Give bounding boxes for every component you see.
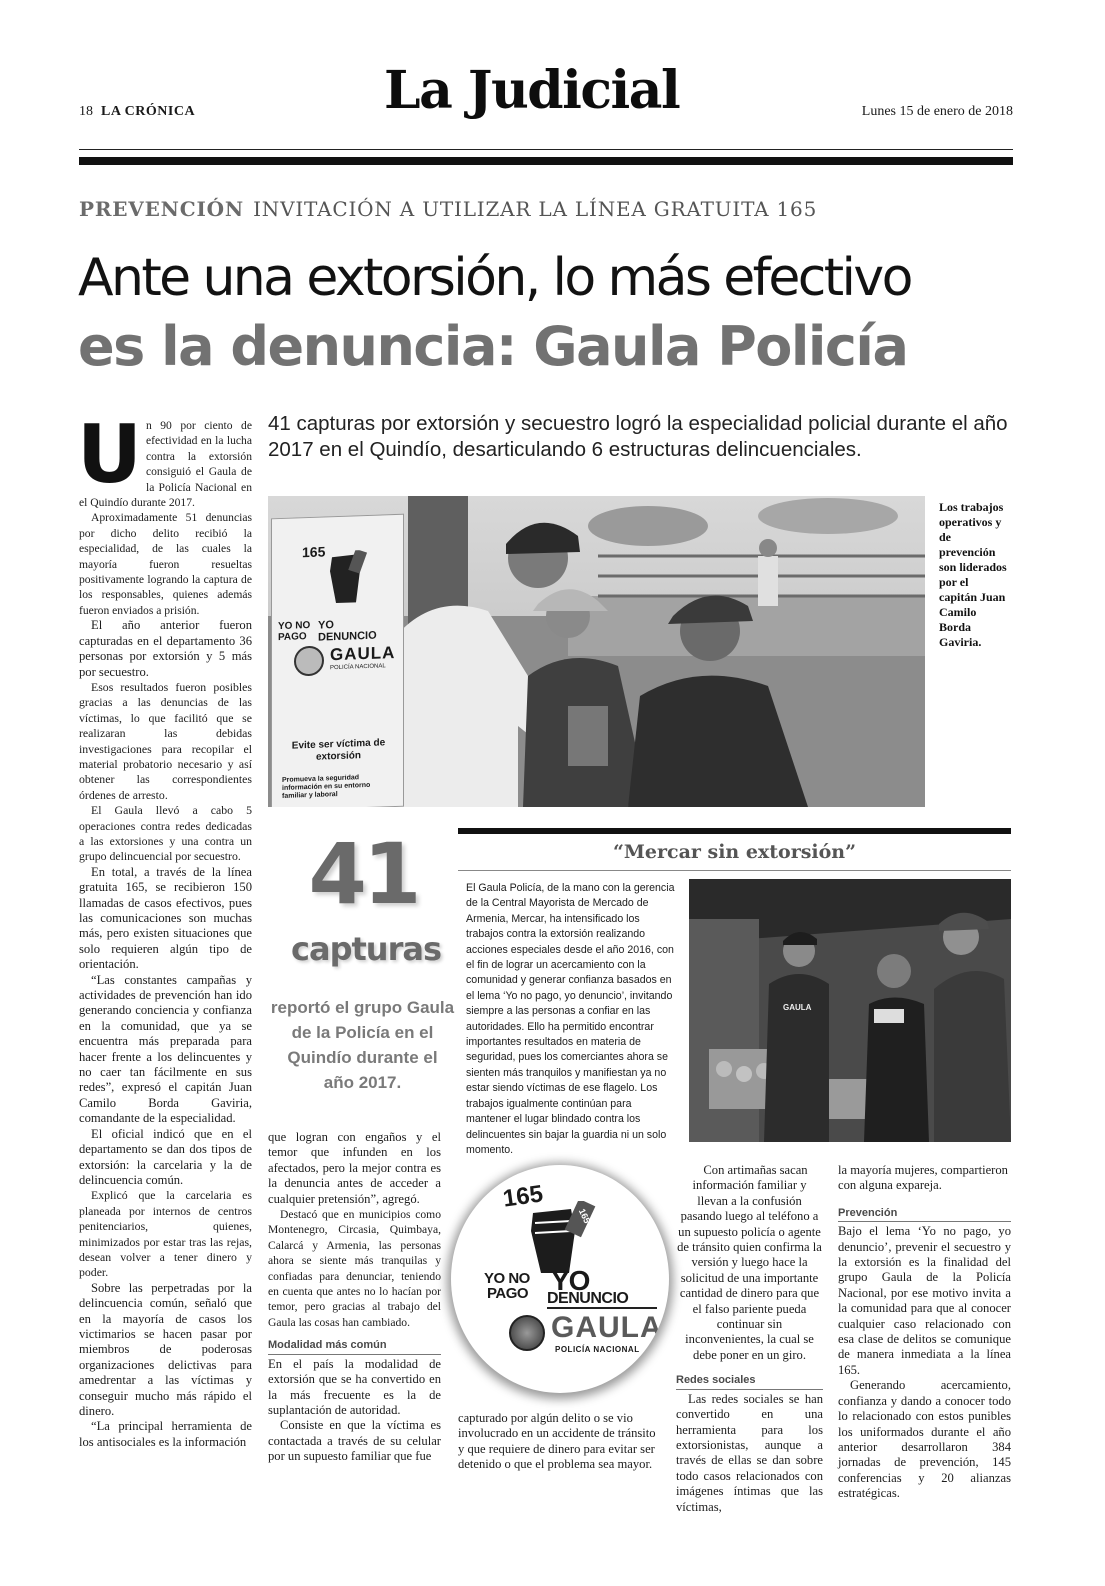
kicker-text: INVITACIÓN A UTILIZAR LA LÍNEA GRATUITA 165 bbox=[253, 197, 818, 221]
banner-gaula: GAULA bbox=[330, 642, 396, 665]
paragraph: En el país la modalidad de extorsión que se ha convertido en la más frecuente es la de suplantación de autoridad. bbox=[268, 1356, 441, 1417]
sidebar-rule bbox=[458, 828, 1011, 834]
fist-phone-icon bbox=[521, 1201, 601, 1273]
page-header bbox=[79, 60, 1013, 170]
article-column-2 bbox=[268, 1130, 441, 1465]
vest-label: GAULA bbox=[783, 1003, 812, 1012]
stat-number: 41 bbox=[308, 825, 418, 923]
sidebar-title: “Mercar sin extorsión” bbox=[612, 841, 857, 863]
publication-name: LA CRÓNICA bbox=[101, 104, 196, 119]
banner-yo-denuncio: YO DENUNCIO bbox=[318, 619, 377, 644]
paragraph: Bajo el lema ‘Yo no pago, yo denuncio’, prevenir el secuestro y la extorsión es la finalidad del grupo Gaula de la Policía Nacional, por ese motivo invita a la comunidad para que al conocer cualquier caso relacionado con esa clase de delitos se comunique de manera inmediata a la línea 165. bbox=[838, 1224, 1011, 1377]
banner-policia: POLICÍA NACIONAL bbox=[330, 663, 386, 672]
paragraph: El Gaula llevó a cabo 5 operaciones contra redes dedicadas a las extorsiones y una contra un grupo delincuencial por secuestro. bbox=[79, 803, 252, 864]
sidebar-title-rule bbox=[458, 870, 1011, 871]
banner-evite: Evite ser víctima de extorsión bbox=[291, 737, 386, 763]
fist-icon bbox=[322, 550, 368, 608]
section-title: La Judicial bbox=[384, 60, 680, 121]
kicker-label: PREVENCIÓN bbox=[79, 197, 244, 221]
paragraph: Consiste en que la víctima es contactada a través de su celular por un supuesto familiar que fue bbox=[268, 1418, 441, 1464]
banner-shield-icon bbox=[294, 645, 324, 676]
dropcap: U bbox=[77, 408, 142, 501]
paragraph: El oficial indicó que en el departamento se dan dos tipos de extorsión: la carcelaria y la de delincuencia común. bbox=[79, 1126, 252, 1187]
article-column-5 bbox=[838, 1163, 1011, 1502]
headline-line-2: es la denuncia: Gaula Policía bbox=[78, 315, 908, 378]
paragraph: “Las constantes campañas y actividades de prevención han ido generando conciencia y confianza en la comunidad, que ya se encuentra más preparada para hacer frente a los delincuentes y no caer tan fácilmente en sus redes”, expresó el capitán Juan Camilo Borda Gaviria, comandante de la especialidad. bbox=[79, 972, 252, 1126]
paragraph: En total, a través de la línea gratuita 165, se recibieron 150 llamadas de casos efectivos, pues las comunicaciones son muchas más, pero existen situaciones que solo requieren algún tipo de orientación. bbox=[79, 864, 252, 972]
paragraph: la mayoría mujeres, compartieron con alguna expareja. bbox=[838, 1163, 1008, 1193]
stat-text: reportó el grupo Gaula de la Policía en el Quindío durante el año 2017. bbox=[270, 998, 455, 1092]
paragraph: Sobre las perpetradas por la delincuencia común, señaló que en la mayoría de casos los victimarios se hacen pasar por miembros de poderosas organizaciones delictivas para amedrentar a las víctimas y conseguir mucho más rápido el dinero. bbox=[79, 1280, 252, 1418]
logo-gaula: GAULA bbox=[551, 1311, 663, 1344]
header-rule-thin bbox=[79, 149, 1013, 150]
logo-small-165: 165 bbox=[576, 1207, 593, 1225]
subhead-redes: Redes sociales bbox=[676, 1373, 823, 1389]
article-column-3: capturado por algún delito o se vio involucrado en un accidente de tránsito y que requiere de dinero para evitar ser detenido o que el problema sea mayor. bbox=[458, 1411, 656, 1472]
kicker bbox=[79, 197, 817, 221]
logo-pago: PAGO bbox=[487, 1285, 529, 1302]
paragraph: El año anterior fueron capturadas en el departamento 36 personas por extorsión y 5 más por secuestro. bbox=[79, 618, 252, 679]
logo-yo: YO bbox=[551, 1265, 590, 1296]
logo-denuncio: DENUNCIO bbox=[547, 1290, 629, 1307]
logo-policia: POLICÍA NACIONAL bbox=[555, 1345, 640, 1354]
subhead-modalidad: Modalidad más común bbox=[268, 1338, 441, 1354]
logo-divider bbox=[547, 1307, 657, 1309]
stat-unit: capturas bbox=[291, 930, 441, 968]
paragraph: Destacó que en municipios como Montenegro, Circasia, Quimbaya, Calarcá y Armenia, las personas ahora se siente más tranquilas y confiadas para denunciar, teniendo en cuenta que antes no lo hacían por temor, pero gracias al trabajo del Gaula las cosas han cambiado. bbox=[268, 1208, 441, 1329]
gaula-logo bbox=[451, 1165, 669, 1393]
article-column-4 bbox=[676, 1163, 823, 1515]
paragraph: “La principal herramienta de los antisociales es la información bbox=[79, 1419, 252, 1449]
logo-yo-no: YO NO bbox=[484, 1270, 530, 1287]
issue-date: Lunes 15 de enero de 2018 bbox=[861, 104, 1013, 119]
first-paragraph: n 90 por ciento de efectividad en la lucha contra la extorsión consiguió el Gaula de la Policía Nacional en el Quindío durante 2017. bbox=[79, 419, 252, 510]
paragraph: Generando acercamiento, confianza y dando a conocer todo lo relacionado con estos punibles los uniformados durante el año anterior desarrollaron 384 jornadas de prevención, 145 conferencias y 20 alianzas estratégicas. bbox=[838, 1378, 1011, 1501]
paragraph: Con artimañas sacan información familiar y llevan a la confusión pasando luego al teléfono a un supuesto policía o agente de tránsito quien confirma la versión y luego hace la solicitud de una importante cantidad de dinero para que el falso pariente pueda continuar sin inconvenientes, la cual se debe poner en un giro. bbox=[677, 1163, 822, 1362]
paragraph: Explicó que la carcelaria es planeada por internos de centros penitenciarios, quienes, minimizados por estar tras las rejas, desean volver a tener dinero y poder. bbox=[79, 1188, 252, 1280]
banner-promueva: Promueva la seguridad información en su entorno familiar y laboral bbox=[282, 774, 371, 800]
paragraph: Esos resultados fueron posibles gracias a las denuncias de las víctimas, lo que facilitó que se realizaran las debidas investigaciones para recopilar el material probatorio necesario y así obtener las correspondientes órdenes de arresto. bbox=[79, 679, 252, 802]
sidebar-body: El Gaula Policía, de la mano con la gerencia de la Central Mayorista de Mercado de Armenia, Mercar, ha intensificado los trabajos contra la extorsión realizando acciones especiales desde el año 2016, con el fin de lograr un acercamiento con la comunidad y generar confianza basados en el lema ‘Yo no pago, yo denuncio’, invitando siempre a las personas a confiar en las autoridades. Ello ha permitido encontrar importantes resultados en materia de seguridad, pues los comerciantes ahora se sienten más tranquilos y manifiestan ya no estar siendo víctimas de ese flagelo. Los trabajos igualmente continúan para mantener el lugar blindado contra los delincuentes sin bajar la guardia ni un solo momento. bbox=[466, 882, 675, 1156]
banner-165: 165 bbox=[302, 543, 326, 561]
main-photo-caption: Los trabajos operativos y de prevención son liderados por el capitán Juan Camilo Borda Gaviria. bbox=[939, 500, 1007, 649]
logo-165: 165 bbox=[501, 1180, 545, 1213]
logo-shield-icon bbox=[509, 1315, 545, 1351]
gaula-banner bbox=[271, 514, 404, 807]
main-photo bbox=[268, 496, 925, 807]
paragraph: Las redes sociales se han convertido en una herramienta para los extorsionistas, aunque a través de ellas se dan sobre todo casos relacionados con imágenes íntimas que las víctimas, bbox=[676, 1391, 823, 1514]
lead-paragraph: 41 capturas por extorsión y secuestro logró la especialidad policial durante el año 2017 en el Quindío, desarticulando 6 estructuras delincuenciales. bbox=[268, 412, 1008, 461]
paragraph: Aproximadamente 51 denuncias por dicho delito recibió la especialidad, de las cuales la mayoría fueron resueltas positivamente logrando la captura de los responsables, quienes además fueron enviados a prisión. bbox=[79, 511, 252, 617]
article-column-1 bbox=[77, 408, 252, 1450]
header-rule-thick bbox=[79, 157, 1013, 165]
sidebar-photo bbox=[689, 879, 1011, 1142]
headline-line-1: Ante una extorsión, lo más efectivo bbox=[78, 248, 911, 308]
page-number: 18 bbox=[79, 104, 93, 119]
banner-yo-no-pago: YO NO PAGO bbox=[278, 619, 311, 644]
subhead-prevencion: Prevención bbox=[838, 1206, 1011, 1222]
sidebar-photo-illustration bbox=[689, 879, 1011, 1142]
paragraph: que logran con engaños y el temor que infunden en los afectados, pero la mejor contra es la denuncia antes de acceder a cualquier pretensión”, agregó. bbox=[268, 1130, 441, 1206]
